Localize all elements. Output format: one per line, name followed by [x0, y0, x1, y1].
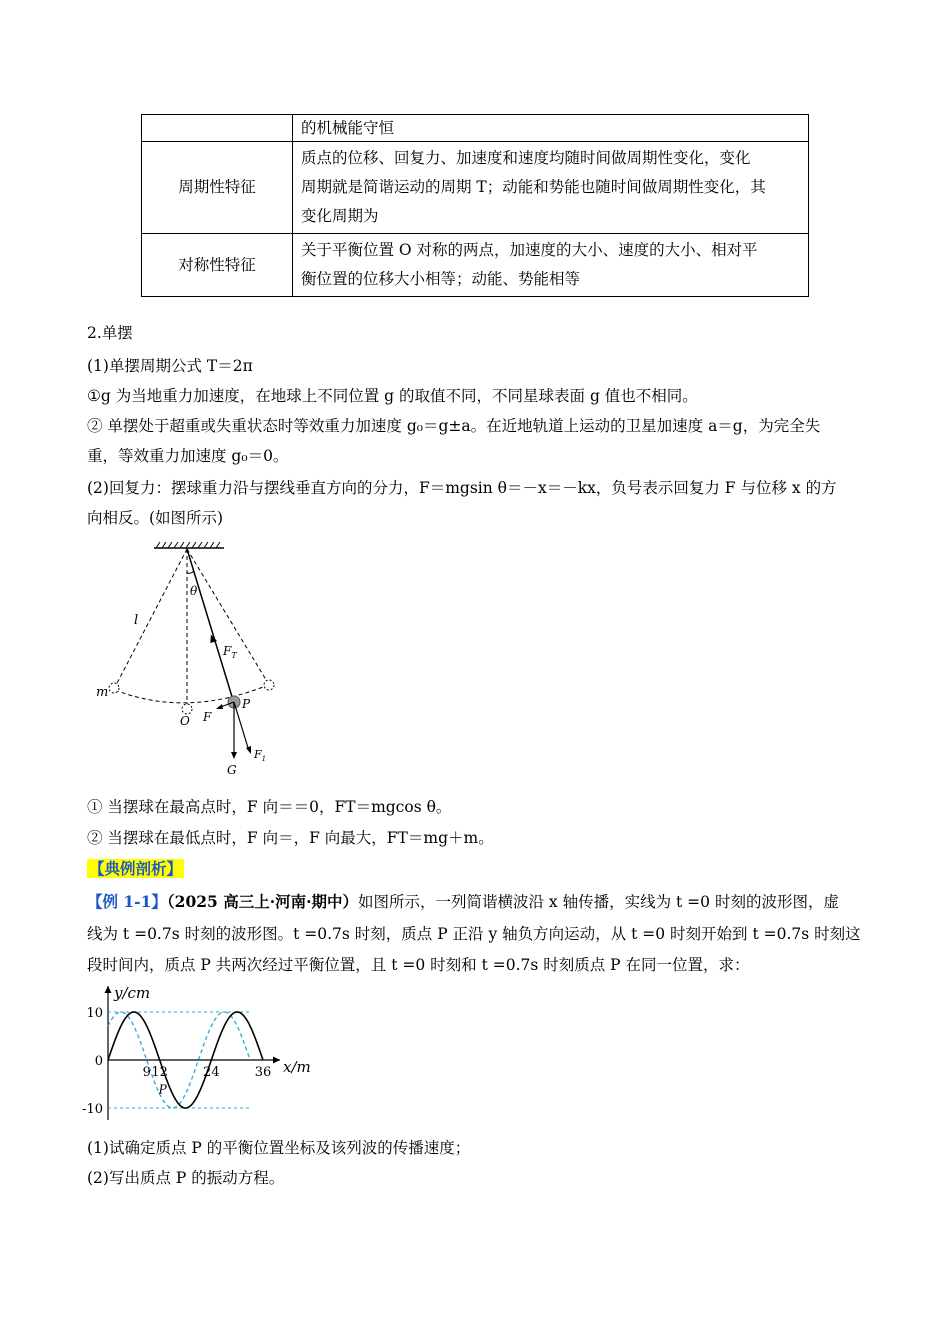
y-axis-label: y/cm — [114, 984, 151, 1002]
table-key: 周期性特征 — [142, 142, 293, 234]
example-line: 【例 1-1】（2025 高三上·河南·期中）如图所示，一列简谐横波沿 x 轴传播，实线为 t =0 时刻的波形图，虚 — [87, 892, 839, 911]
table-value: 的机械能守恒 — [293, 115, 809, 142]
label-f1: $F_1$ — [254, 748, 267, 763]
paragraph: ② 单摆处于超重或失重状态时等效重力加速度 g₀＝g±a。在近地轨道上运动的卫星加速度 a＝g，为完全失 — [87, 417, 821, 435]
paragraph: (2)回复力：摆球重力沿与摆线垂直方向的分力，F＝mgsin θ＝－x＝－kx，负号表示回复力 F 与位移 x 的方 — [87, 479, 837, 497]
properties-table — [141, 114, 809, 297]
label-theta: θ — [190, 584, 198, 598]
point-p-label: P — [158, 1082, 167, 1097]
paragraph: ① 当摆球在最高点时，F 向＝＝0，FT＝mgcos θ。 — [87, 798, 452, 816]
table-row — [142, 234, 809, 297]
y-tick-label: -10 — [82, 1102, 103, 1117]
label-o: O — [180, 714, 190, 728]
x-tick-label: 12 — [151, 1065, 168, 1080]
example-line: 线为 t =0.7s 时刻的波形图。t =0.7s 时刻，质点 P 正沿 y 轴负方向运动，从 t =0 时刻开始到 t =0.7s 时刻这 — [87, 925, 861, 943]
table-key: 对称性特征 — [142, 234, 293, 297]
section-heading: 2.单摆 — [87, 324, 133, 342]
label-ft: $F_T$ — [223, 644, 237, 660]
x-tick-label: 36 — [254, 1065, 272, 1080]
x-tick-label: 9 — [142, 1065, 151, 1080]
table-key — [142, 115, 293, 142]
label-g: G — [227, 763, 237, 777]
label-m: m — [96, 685, 109, 700]
pendulum-diagram — [90, 538, 290, 778]
y-tick-label: 10 — [86, 1006, 103, 1021]
table-row — [142, 142, 809, 234]
paragraph: ①g 为当地重力加速度，在地球上不同位置 g 的取值不同，不同星球表面 g 值也不相同。 — [87, 387, 698, 405]
paragraph: 重，等效重力加速度 g₀＝0。 — [87, 447, 289, 465]
example-line: 段时间内，质点 P 共两次经过平衡位置，且 t =0 时刻和 t =0.7s 时刻质点 P 在同一位置，求： — [87, 956, 750, 974]
example-source: （2025 高三上·河南·期中） — [166, 892, 358, 911]
label-p: P — [242, 697, 251, 711]
y-tick-label: 0 — [94, 1054, 103, 1069]
paragraph: (1)单摆周期公式 T＝2π — [87, 357, 253, 375]
x-axis-label: x/m — [283, 1058, 311, 1076]
x-tick-label: 24 — [203, 1065, 220, 1080]
table-value: 质点的位移、回复力、加速度和速度均随时间做周期性变化，变化 周期就是简谐运动的周期 T；动能和势能也随时间做周期性变化，其 变化周期为 — [293, 142, 809, 234]
label-l: l — [134, 613, 139, 628]
question: (2)写出质点 P 的振动方程。 — [87, 1169, 285, 1187]
label-f: F — [203, 710, 212, 724]
table-value: 关于平衡位置 O 对称的两点，加速度的大小、速度的大小、相对平 衡位置的位移大小相等；动能、势能相等 — [293, 234, 809, 297]
paragraph: 向相反。(如图所示) — [87, 509, 224, 527]
wave-chart — [80, 980, 340, 1125]
paragraph: ② 当摆球在最低点时，F 向＝，F 向最大，FT＝mg＋m。 — [87, 829, 494, 847]
question: (1)试确定质点 P 的平衡位置坐标及该列波的传播速度； — [87, 1139, 471, 1157]
section-tag: 【典例剖析】 — [89, 859, 183, 878]
example-label: 【例 1-1】 — [87, 892, 167, 911]
table-row — [142, 115, 809, 142]
